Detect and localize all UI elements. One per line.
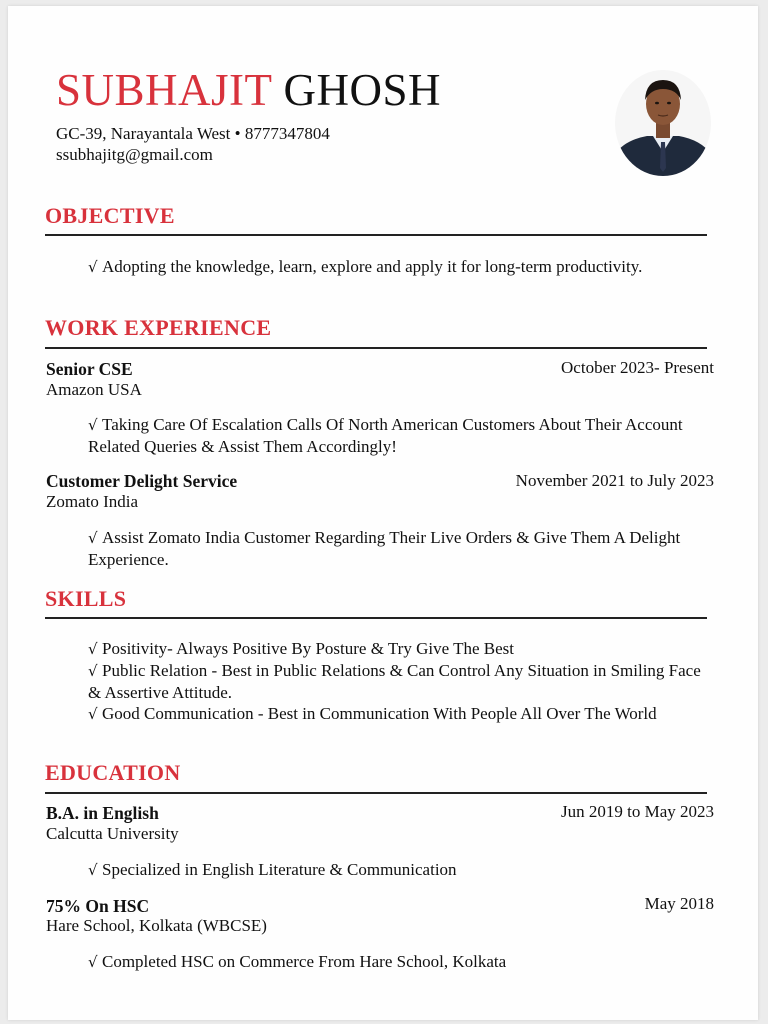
- checkmark-icon: √: [88, 705, 98, 723]
- first-name: SUBHAJIT: [56, 65, 272, 115]
- education-bullets: [88, 859, 708, 881]
- section-divider: [45, 234, 707, 236]
- job-date: November 2021 to July 2023: [515, 471, 714, 490]
- section-title-objective: OBJECTIVE: [45, 203, 175, 228]
- checkmark-icon: √: [88, 258, 98, 276]
- bullet-item: √ Taking Care Of Escalation Calls Of North American Customers About Their Account Related Queries & Assist Them Accordingly!: [88, 415, 683, 456]
- checkmark-icon: √: [88, 861, 98, 879]
- section-title-work-experience: WORK EXPERIENCE: [45, 315, 272, 340]
- education-institution: Hare School, Kolkata (WBCSE): [46, 916, 267, 935]
- section-divider: [45, 792, 707, 794]
- section-title-education: EDUCATION: [45, 760, 181, 785]
- job-bullets: [88, 527, 708, 570]
- section-title-skills: SKILLS: [45, 586, 127, 611]
- job-date: October 2023- Present: [561, 358, 714, 377]
- education-degree: 75% On HSC: [46, 896, 150, 916]
- address-phone: GC-39, Narayantala West • 8777347804: [56, 124, 330, 143]
- email: ssubhajitg@gmail.com: [56, 145, 213, 164]
- education-institution: Calcutta University: [46, 824, 179, 843]
- education-date: Jun 2019 to May 2023: [561, 802, 714, 821]
- job-organization: Amazon USA: [46, 380, 142, 399]
- section-divider: [45, 347, 707, 349]
- contact-info: [56, 123, 441, 165]
- bullet-item: √ Completed HSC on Commerce From Hare School, Kolkata: [88, 952, 507, 971]
- skills-bullets: [88, 638, 708, 725]
- objective-bullets: [88, 256, 708, 278]
- bullet-item: √ Good Communication - Best in Communication With People All Over The World: [88, 704, 657, 723]
- bullet-item: √ Adopting the knowledge, learn, explore and apply it for long-term productivity.: [88, 257, 643, 276]
- checkmark-icon: √: [88, 953, 98, 971]
- job-bullets: [88, 414, 708, 457]
- bullet-item: √ Specialized in English Literature & Communication: [88, 860, 457, 879]
- education-degree: B.A. in English: [46, 803, 159, 823]
- bullet-item: √ Assist Zomato India Customer Regarding Their Live Orders & Give Them A Delight Experience.: [88, 528, 681, 569]
- checkmark-icon: √: [88, 416, 98, 434]
- bullet-item: √ Public Relation - Best in Public Relations & Can Control Any Situation in Smiling Face & Assertive Attitude.: [88, 661, 701, 702]
- bullet-item: √ Positivity- Always Positive By Posture & Try Give The Best: [88, 639, 514, 658]
- education-date: May 2018: [644, 894, 714, 913]
- profile-photo: [615, 70, 711, 176]
- resume-header: [56, 66, 441, 165]
- job-title: Customer Delight Service: [46, 471, 238, 491]
- last-name: GHOSH: [283, 65, 441, 115]
- checkmark-icon: √: [88, 529, 98, 547]
- education-bullets: [88, 951, 708, 973]
- job-title: Senior CSE: [46, 359, 133, 379]
- job-organization: Zomato India: [46, 492, 139, 511]
- checkmark-icon: √: [88, 640, 98, 658]
- checkmark-icon: √: [88, 662, 98, 680]
- section-divider: [45, 617, 707, 619]
- full-name: [56, 66, 441, 114]
